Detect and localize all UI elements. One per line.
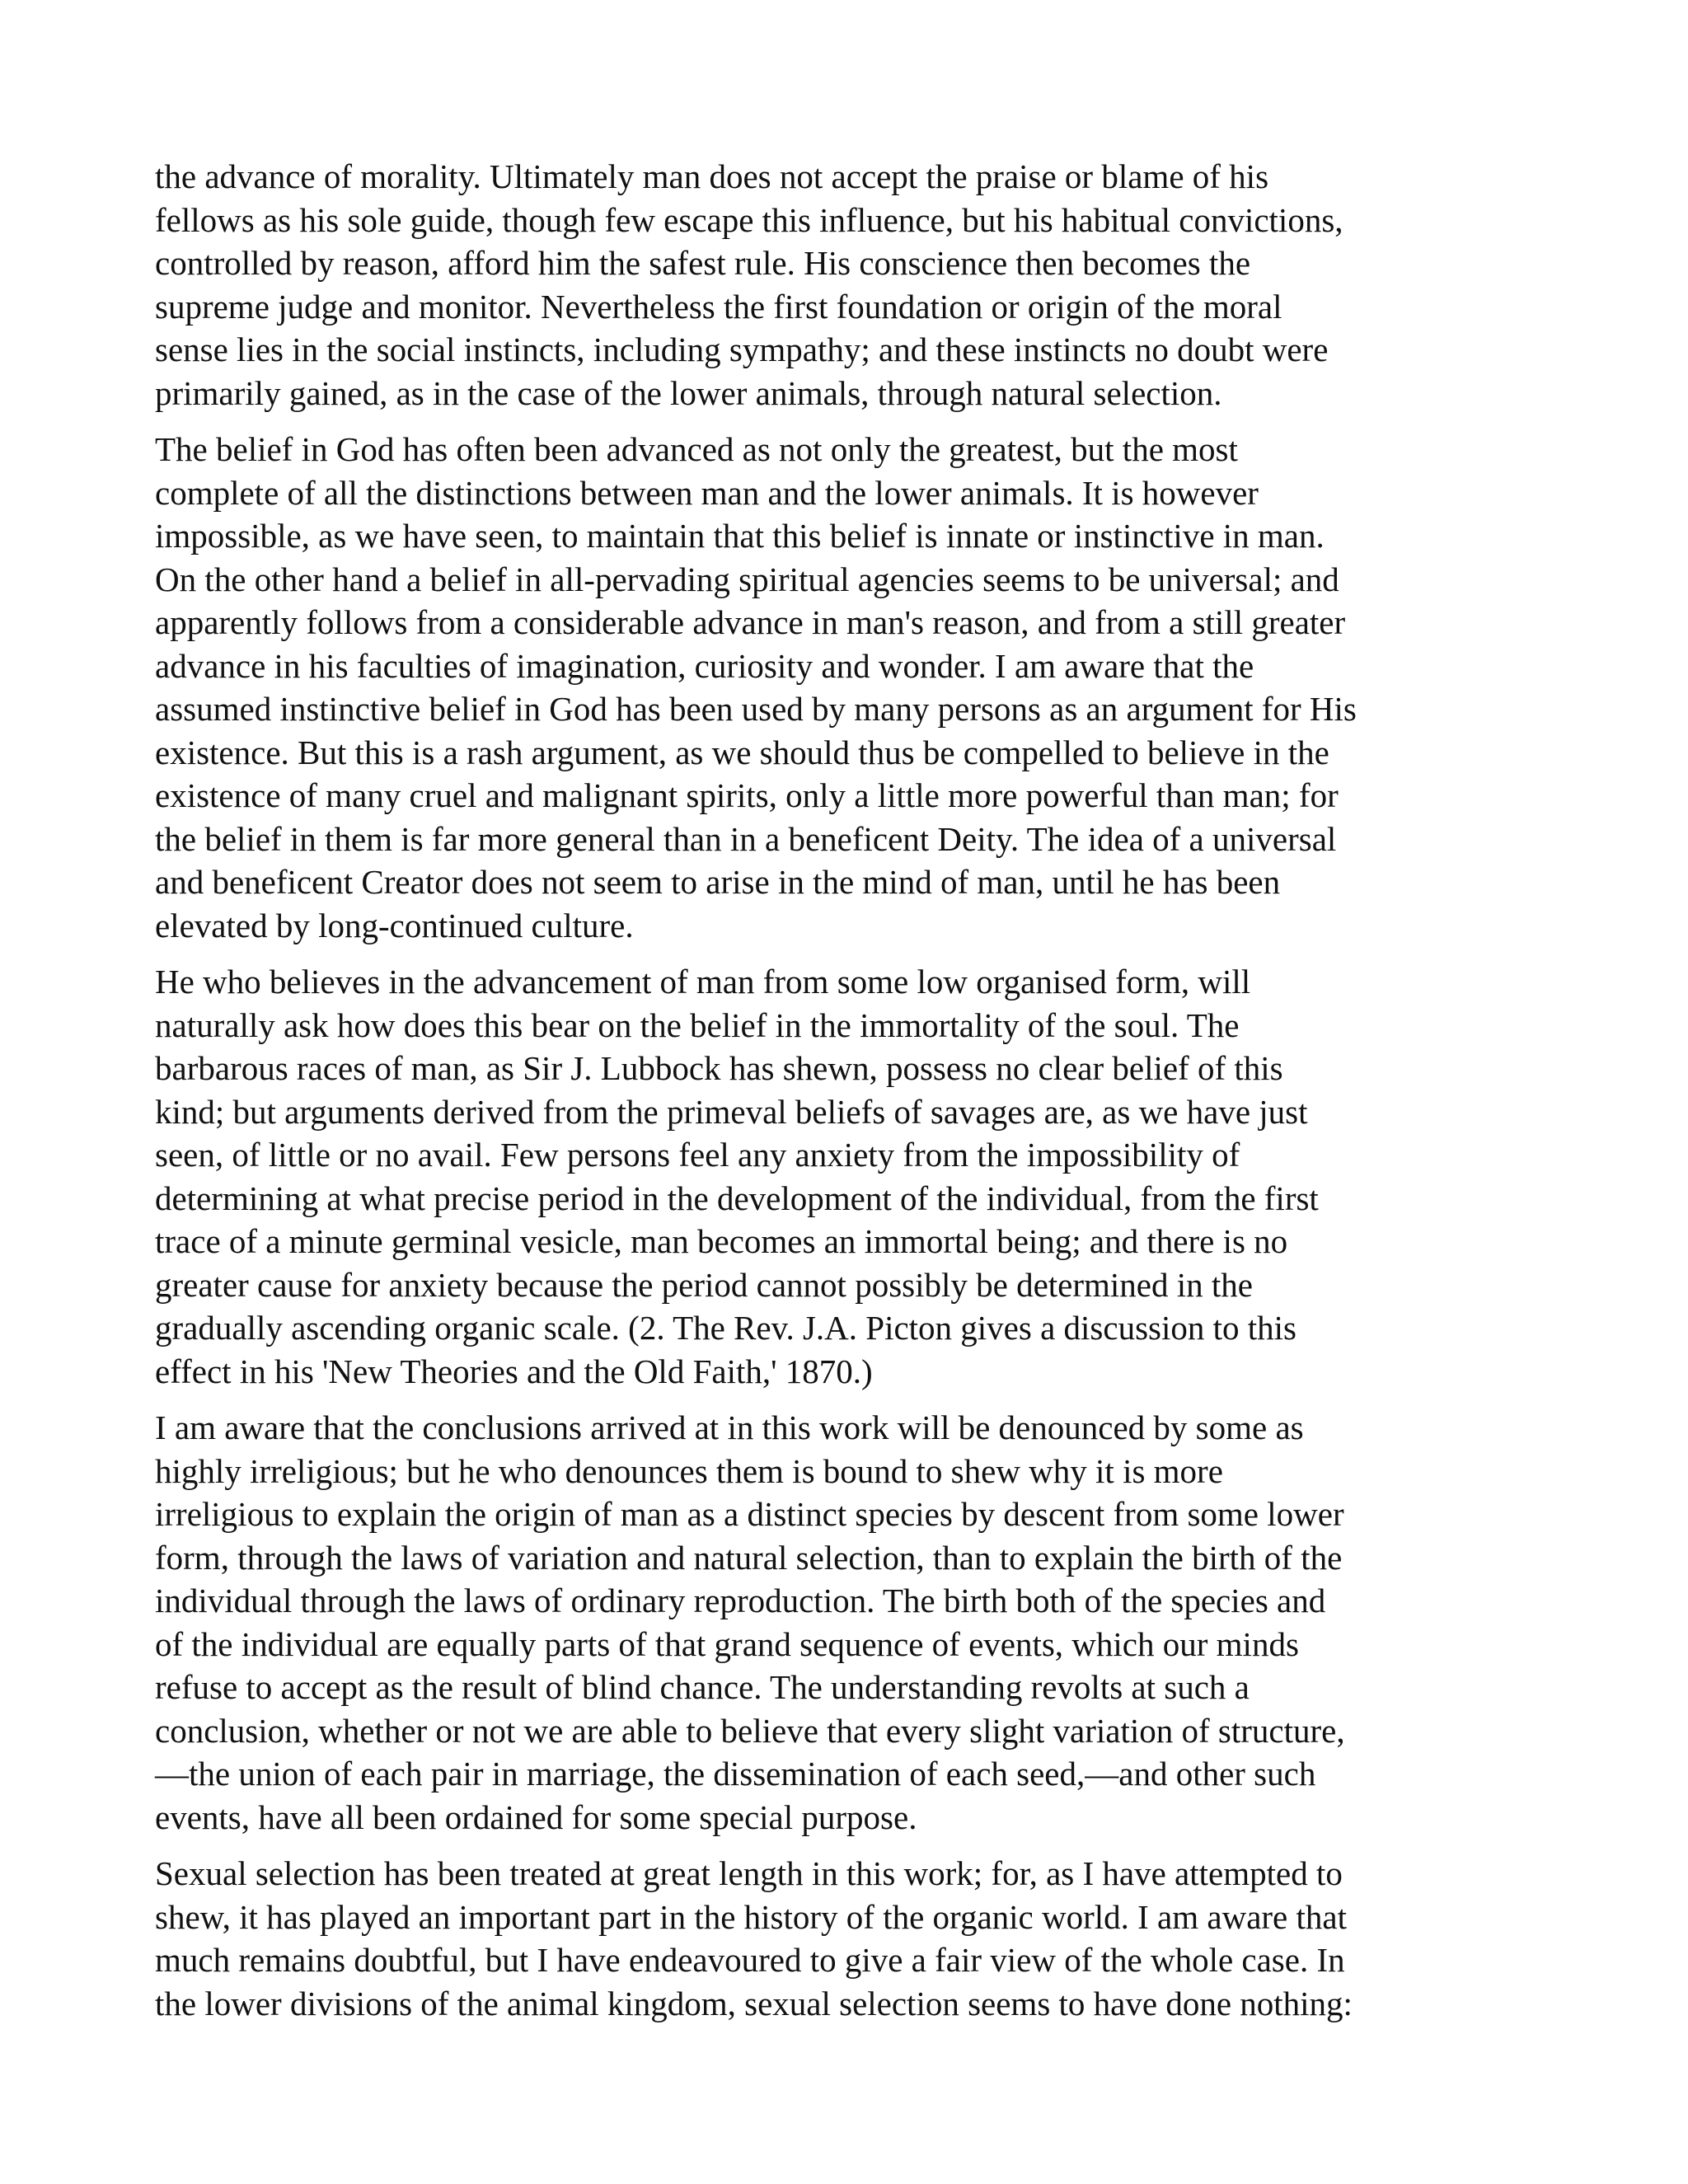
paragraph-irreligious [155, 1406, 1533, 1839]
text-line: existence of many cruel and malignant spirits, only a little more powerful than man; for [155, 776, 1339, 814]
text-line: impossible, as we have seen, to maintain that this belief is innate or instinctive in man. [155, 517, 1325, 555]
text-line: kind; but arguments derived from the primeval beliefs of savages are, as we have just [155, 1092, 1308, 1131]
text-line: the lower divisions of the animal kingdom, sexual selection seems to have done nothing: [155, 1984, 1353, 2022]
text-line: On the other hand a belief in all-pervading spiritual agencies seems to be universal; and [155, 560, 1339, 598]
text-line: barbarous races of man, as Sir J. Lubbock has shewn, possess no clear belief of this [155, 1049, 1283, 1087]
text-line: advance in his faculties of imagination, curiosity and wonder. I am aware that the [155, 646, 1254, 685]
body-text [155, 155, 1533, 2025]
text-line: events, have all been ordained for some special purpose. [155, 1797, 917, 1836]
text-line: fellows as his sole guide, though few escape this influence, but his habitual convictions, [155, 200, 1343, 239]
text-line: refuse to accept as the result of blind chance. The understanding revolts at such a [155, 1668, 1250, 1706]
text-line: supreme judge and monitor. Nevertheless the first foundation or origin of the moral [155, 287, 1282, 326]
text-line: and beneficent Creator does not seem to arise in the mind of man, until he has been [155, 863, 1281, 901]
text-line: the advance of morality. Ultimately man does not accept the praise or blame of his [155, 157, 1269, 195]
text-line: of the individual are equally parts of that grand sequence of events, which our minds [155, 1624, 1299, 1663]
text-line: elevated by long-continued culture. [155, 906, 634, 944]
text-line: complete of all the distinctions between man and the lower animals. It is however [155, 473, 1259, 512]
text-line: seen, of little or no avail. Few persons feel any anxiety from the impossibility of [155, 1136, 1240, 1174]
text-line: much remains doubtful, but I have endeavoured to give a fair view of the whole case. In [155, 1941, 1345, 1979]
text-line: conclusion, whether or not we are able to believe that every slight variation of structure, [155, 1711, 1345, 1750]
text-line: trace of a minute germinal vesicle, man becomes an immortal being; and there is no [155, 1222, 1288, 1260]
text-line: sense lies in the social instincts, including sympathy; and these instincts no doubt were [155, 330, 1329, 368]
text-line: greater cause for anxiety because the period cannot possibly be determined in the [155, 1265, 1253, 1304]
text-line: The belief in God has often been advanced as not only the greatest, but the most [155, 430, 1238, 468]
text-line: highly irreligious; but he who denounces them is bound to shew why it is more [155, 1451, 1223, 1490]
text-line: naturally ask how does this bear on the belief in the immortality of the soul. The [155, 1005, 1240, 1044]
text-line: He who believes in the advancement of man from some low organised form, will [155, 963, 1251, 1001]
text-line: controlled by reason, afford him the safest rule. His conscience then becomes the [155, 244, 1251, 282]
paragraph-sexual-selection [155, 1852, 1533, 2025]
paragraph-immortality [155, 960, 1533, 1393]
text-line: irreligious to explain the origin of man as a distinct species by descent from some lower [155, 1495, 1344, 1533]
text-line: the belief in them is far more general than in a beneficent Deity. The idea of a universal [155, 819, 1337, 858]
text-line: effect in his 'New Theories and the Old Faith,' 1870.) [155, 1352, 873, 1390]
text-line: existence. But this is a rash argument, as we should thus be compelled to believe in the [155, 733, 1329, 771]
text-line: assumed instinctive belief in God has been used by many persons as an argument for His [155, 690, 1357, 728]
text-line: shew, it has played an important part in the history of the organic world. I am aware that [155, 1897, 1347, 1936]
text-line: individual through the laws of ordinary reproduction. The birth both of the species and [155, 1582, 1326, 1619]
paragraph-morality [155, 155, 1533, 415]
text-line: —the union of each pair in marriage, the dissemination of each seed,—and other such [155, 1755, 1316, 1793]
text-line: primarily gained, as in the case of the lower animals, through natural selection. [155, 373, 1222, 412]
paragraph-belief-in-god [155, 428, 1533, 947]
text-line: determining at what precise period in the development of the individual, from the first [155, 1179, 1319, 1217]
text-line: apparently follows from a considerable advance in man's reason, and from a still greater [155, 603, 1346, 641]
text-line: gradually ascending organic scale. (2. The Rev. J.A. Picton gives a discussion to this [155, 1309, 1297, 1347]
text-line: form, through the laws of variation and natural selection, than to explain the birth of the [155, 1538, 1343, 1577]
text-line: I am aware that the conclusions arrived at in this work will be denounced by some as [155, 1408, 1304, 1446]
text-line: Sexual selection has been treated at great length in this work; for, as I have attempted to [155, 1854, 1343, 1892]
